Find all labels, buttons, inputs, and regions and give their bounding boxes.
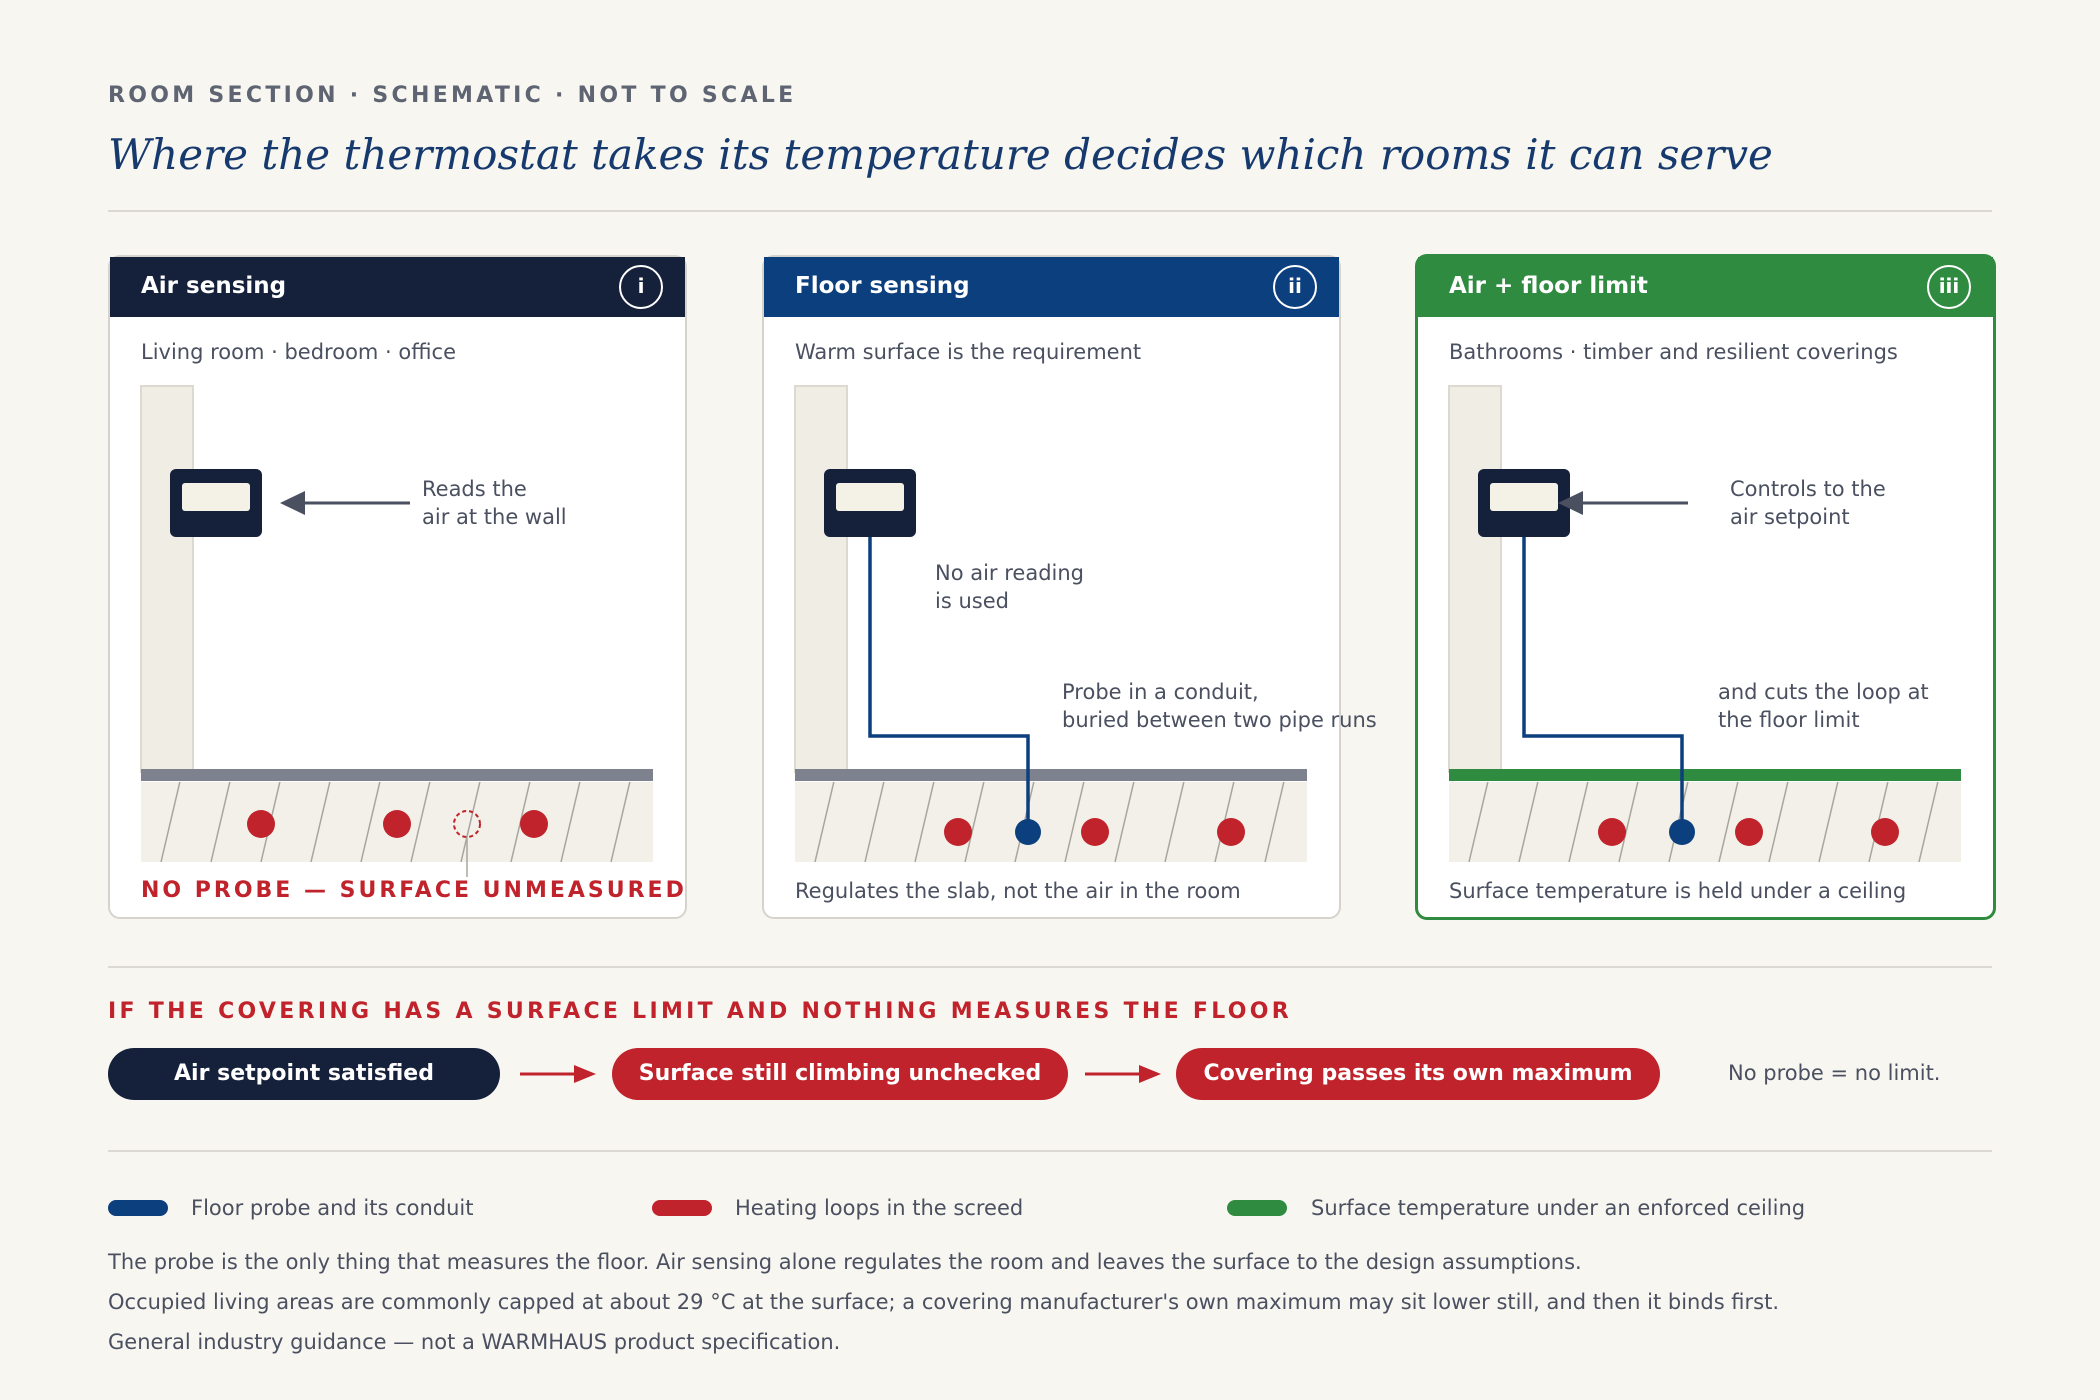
annotation-line: Reads the xyxy=(422,477,527,501)
panel-footer-note: Regulates the slab, not the air in the room xyxy=(795,879,1241,903)
flow-tail-note: No probe = no limit. xyxy=(1728,1061,1941,1085)
heating-loop xyxy=(1217,818,1245,846)
footer-note: The probe is the only thing that measures the floor. Air sensing alone regulates the room and leaves the surface to the design assumptions. xyxy=(108,1250,1582,1274)
divider xyxy=(108,210,1992,212)
flow-arrow-icon xyxy=(1083,1064,1163,1084)
annotation-text xyxy=(935,559,1084,615)
legend-swatch-loops xyxy=(652,1200,712,1216)
thermostat-display xyxy=(1490,483,1558,511)
panel-subtitle: Bathrooms · timber and resilient coverings xyxy=(1449,340,1898,364)
annotation-line: air setpoint xyxy=(1730,505,1850,529)
panel-floor-sensing xyxy=(762,255,1377,919)
heating-loop xyxy=(247,810,275,838)
panel-title: Floor sensing xyxy=(795,273,970,299)
panel-air-floor-limit xyxy=(1415,254,1996,920)
panel-footer-note: Surface temperature is held under a ceiling xyxy=(1449,879,1907,903)
flow-step-covering-maximum: Covering passes its own maximum xyxy=(1176,1048,1660,1100)
heating-loop xyxy=(520,810,548,838)
probe-note xyxy=(1718,678,1929,734)
thermostat-display xyxy=(836,483,904,511)
floor-probe xyxy=(1015,819,1041,845)
flow-step-surface-climbing: Surface still climbing unchecked xyxy=(612,1048,1068,1100)
annotation-line: is used xyxy=(935,589,1009,613)
legend-label: Surface temperature under an enforced ceiling xyxy=(1311,1196,1806,1220)
panel-subtitle: Warm surface is the requirement xyxy=(795,340,1142,364)
legend-label: Floor probe and its conduit xyxy=(191,1196,474,1220)
annotation-text xyxy=(1730,475,1886,531)
divider xyxy=(108,966,1992,968)
footer-disclaimer: General industry guidance — not a WARMHAUS product specification. xyxy=(108,1330,841,1354)
panel-numeral-badge: iii xyxy=(1927,265,1971,309)
panel-air-sensing xyxy=(108,255,687,919)
probe-note-line: the floor limit xyxy=(1718,708,1860,732)
floor-probe xyxy=(1669,819,1695,845)
wall xyxy=(1449,386,1501,772)
annotation-line: air at the wall xyxy=(422,505,567,529)
room-section-diagram xyxy=(110,257,685,917)
legend-swatch-ceiling xyxy=(1227,1200,1287,1216)
section-kicker: ROOM SECTION · SCHEMATIC · NOT TO SCALE xyxy=(108,83,797,108)
wall xyxy=(141,386,193,772)
heating-loop xyxy=(383,810,411,838)
annotation-line: No air reading xyxy=(935,561,1085,585)
thermostat-display xyxy=(182,483,250,511)
floor-surface xyxy=(141,769,653,781)
annotation-line: Controls to the xyxy=(1730,477,1886,501)
page-title: Where the thermostat takes its temperature decides which rooms it can serve xyxy=(108,130,1773,179)
probe-note xyxy=(1062,678,1377,734)
legend-swatch-probe xyxy=(108,1200,168,1216)
panel-subtitle: Living room · bedroom · office xyxy=(141,340,457,364)
annotation-text xyxy=(422,475,567,531)
flow-arrow-icon xyxy=(518,1064,598,1084)
probe-note-line: and cuts the loop at xyxy=(1718,680,1929,704)
panel-numeral-badge: ii xyxy=(1273,265,1317,309)
flow-step-air-setpoint: Air setpoint satisfied xyxy=(108,1048,500,1100)
footer-note: Occupied living areas are commonly capped at about 29 °C at the surface; a covering manufacturer's own maximum may sit lower still, and then it binds first. xyxy=(108,1290,1780,1314)
panel-title: Air + floor limit xyxy=(1449,273,1648,299)
probe-note-line: buried between two pipe runs xyxy=(1062,708,1377,732)
panel-footer-alert: NO PROBE — SURFACE UNMEASURED xyxy=(141,878,687,903)
heating-loop xyxy=(944,818,972,846)
wall xyxy=(795,386,847,772)
heating-loop xyxy=(1735,818,1763,846)
divider xyxy=(108,1150,1992,1152)
annotation-arrowhead xyxy=(280,491,305,515)
heating-loop xyxy=(1081,818,1109,846)
heating-loop xyxy=(1598,818,1626,846)
floor-surface-limited xyxy=(1449,769,1961,781)
legend-label: Heating loops in the screed xyxy=(735,1196,1024,1220)
room-section-diagram xyxy=(1418,257,1993,917)
heating-loop xyxy=(1871,818,1899,846)
floor-surface xyxy=(795,769,1307,781)
panel-numeral-badge: i xyxy=(619,265,663,309)
probe-note-line: Probe in a conduit, xyxy=(1062,680,1259,704)
flow-kicker: IF THE COVERING HAS A SURFACE LIMIT AND NOTHING MEASURES THE FLOOR xyxy=(108,999,1292,1024)
panel-title: Air sensing xyxy=(141,273,287,299)
